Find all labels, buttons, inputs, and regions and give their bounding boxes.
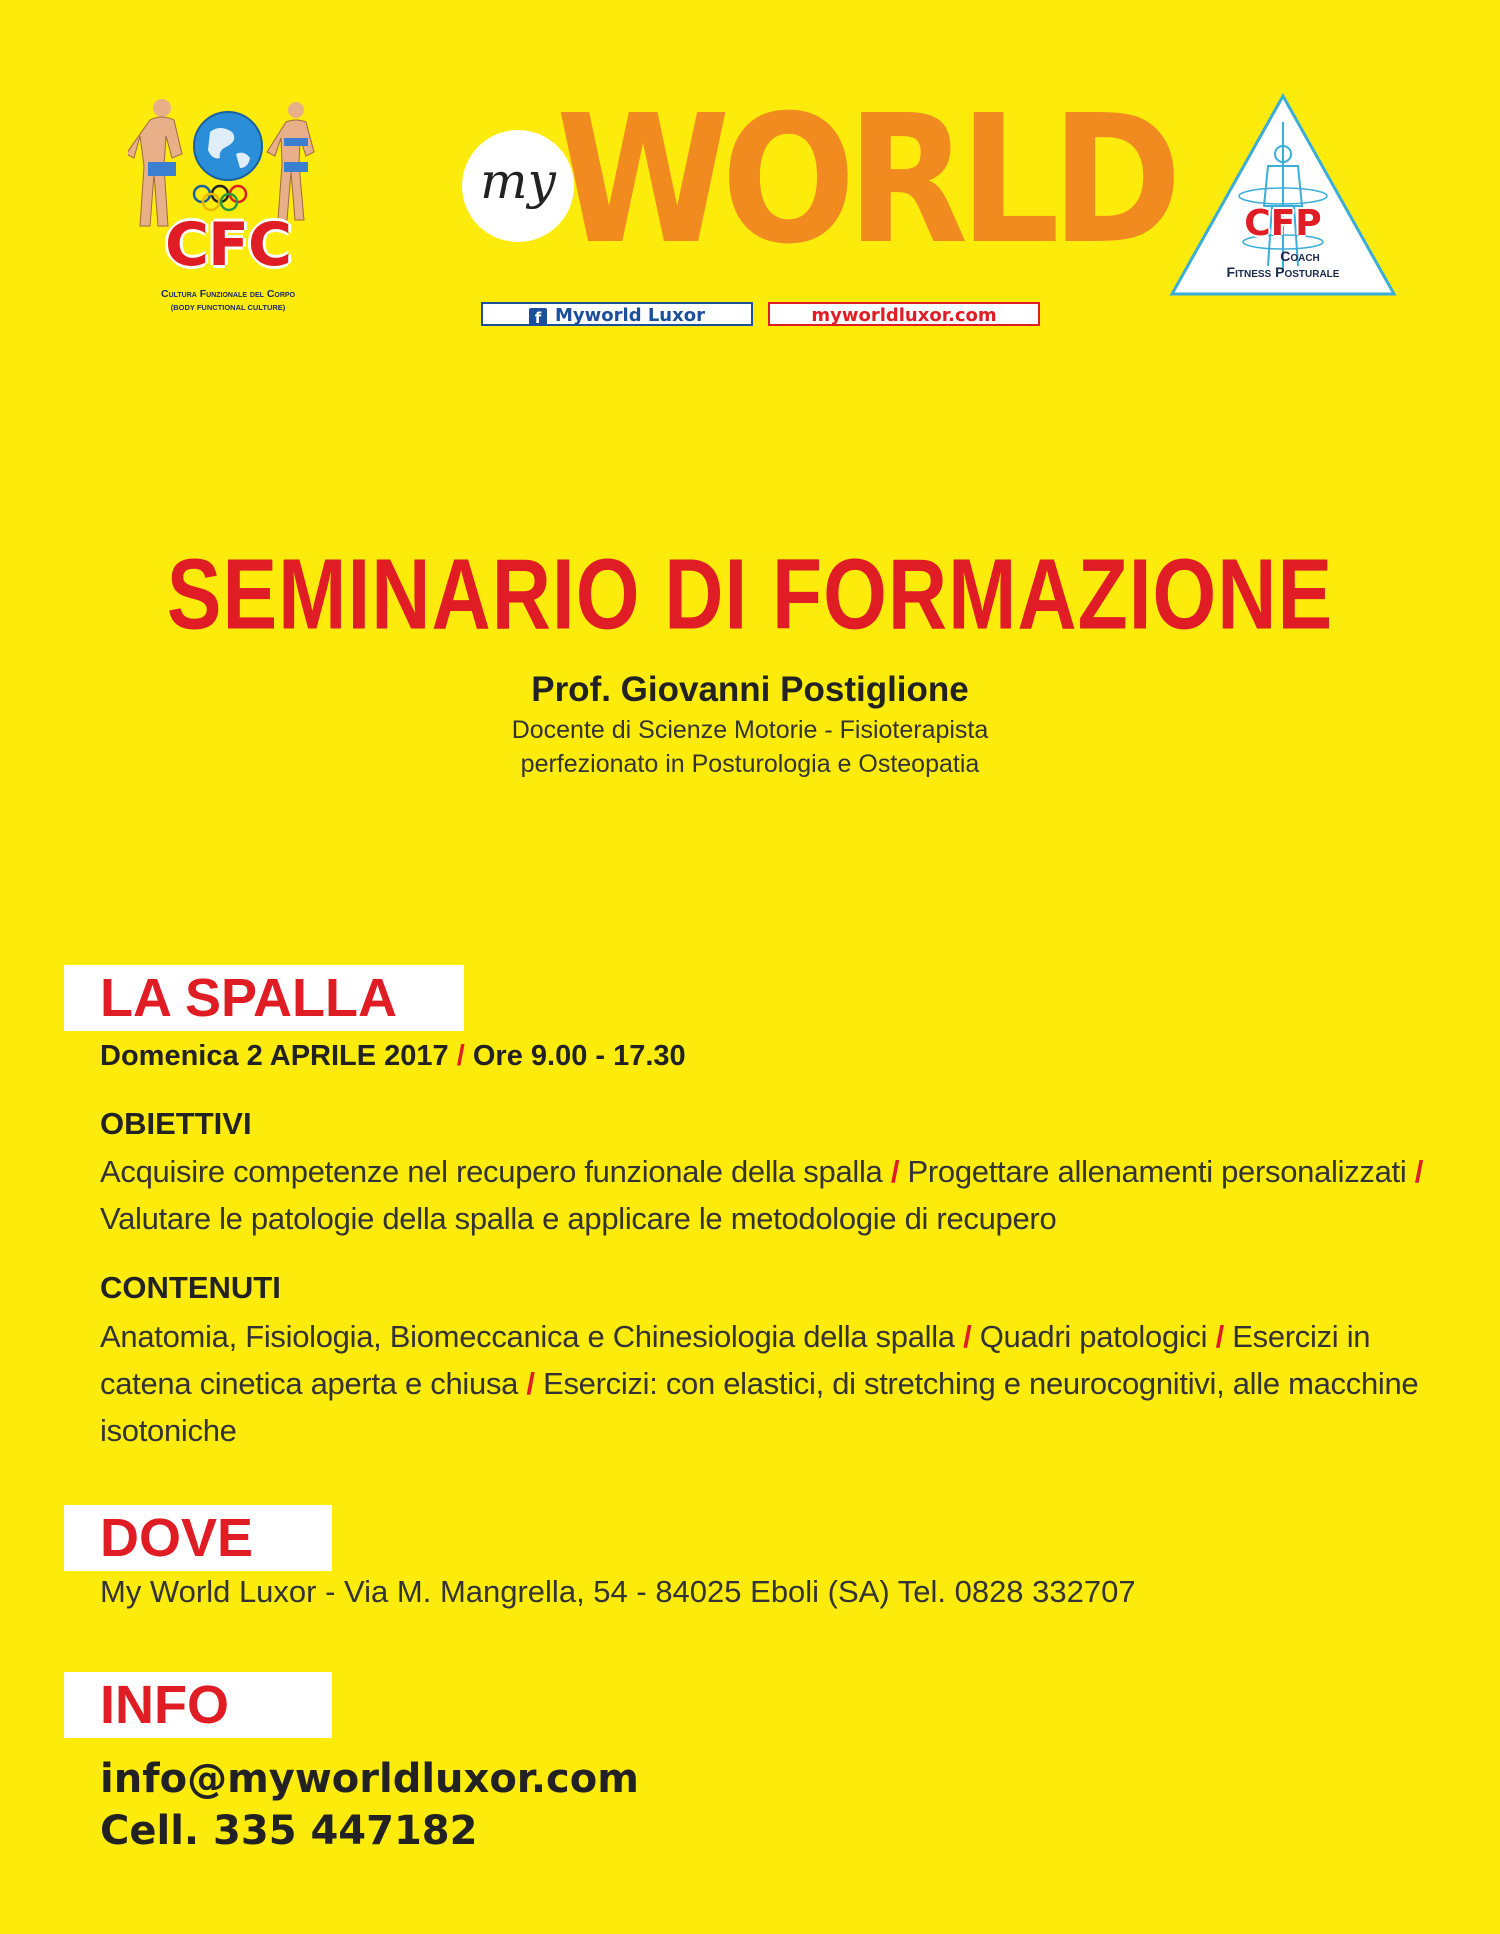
myworld-logo-my: my [480, 152, 556, 210]
topic-label: LA SPALLA [64, 965, 464, 1031]
cfc-logo-title: CFC [164, 210, 292, 280]
contenuti-text [100, 1313, 1430, 1454]
contenuti-item: Anatomia, Fisiologia, Biomeccanica e Chinesiologia della spalla [100, 1319, 955, 1354]
separator: / [963, 1319, 972, 1354]
separator: / [1215, 1319, 1224, 1354]
contact-phone[interactable]: Cell. 335 447182 [100, 1808, 478, 1854]
venue-address: My World Luxor - Via M. Mangrella, 54 - 84025 Eboli (SA) Tel. 0828 332707 [100, 1574, 1136, 1609]
athletes-globe-icon [128, 98, 328, 228]
cfc-logo-subtitle: Cultura Funzionale del Corpo [160, 288, 296, 300]
dove-label: DOVE [64, 1505, 332, 1571]
website-link-label: myworldluxor.com [811, 305, 997, 326]
contact-email[interactable]: info@myworldluxor.com [100, 1756, 639, 1802]
contenuti-item: Esercizi: con elastici, di stretching e neurocognitivi, alle macchine isotoniche [100, 1366, 1419, 1448]
obiettivi-item: Valutare le patologie della spalla e applicare le metodologie di recupero [100, 1201, 1057, 1236]
obiettivi-item: Progettare allenamenti personalizzati [907, 1154, 1407, 1189]
obiettivi-item: Acquisire competenze nel recupero funzionale della spalla [100, 1154, 883, 1189]
presenter-name: Prof. Giovanni Postiglione [531, 670, 969, 709]
facebook-link[interactable] [481, 302, 753, 326]
cfc-logo-subtitle-en: (BODY FUNCTIONAL CULTURE) [170, 303, 286, 312]
cfc-logo [128, 98, 328, 328]
cfp-logo-title: CFP [1244, 203, 1322, 244]
myworld-logo-world: WORLD [556, 77, 1174, 284]
event-date: Domenica 2 APRILE 2017 [100, 1040, 449, 1072]
facebook-link-label: Myworld Luxor [555, 305, 705, 326]
myworld-logo [462, 77, 1174, 284]
cfp-logo-line2: Fitness Posturale [1226, 264, 1340, 280]
contenuti-item: Esercizi in catena cinetica aperta e chiusa [100, 1319, 1371, 1401]
cfp-logo [1168, 92, 1398, 300]
contenuti-heading: CONTENUTI [100, 1270, 281, 1305]
contenuti-item: Quadri patologici [979, 1319, 1208, 1354]
presenter-description-2: perfezionato in Posturologia e Osteopatia [520, 750, 980, 778]
obiettivi-heading: OBIETTIVI [100, 1106, 252, 1141]
presenter-description-1: Docente di Scienze Motorie - Fisioterapista [511, 716, 989, 744]
separator: / [526, 1366, 535, 1401]
obiettivi-text [100, 1148, 1430, 1242]
separator: / [456, 1040, 465, 1072]
info-label: INFO [64, 1672, 332, 1738]
page-title: SEMINARIO DI FORMAZIONE [166, 539, 1334, 651]
separator: / [1414, 1154, 1424, 1189]
website-link[interactable] [768, 302, 1040, 326]
event-time: Ore 9.00 - 17.30 [472, 1040, 686, 1072]
date-line [100, 1040, 686, 1073]
facebook-icon: f [529, 308, 547, 326]
separator: / [890, 1154, 900, 1189]
cfp-logo-line1: Coach [1280, 248, 1320, 264]
